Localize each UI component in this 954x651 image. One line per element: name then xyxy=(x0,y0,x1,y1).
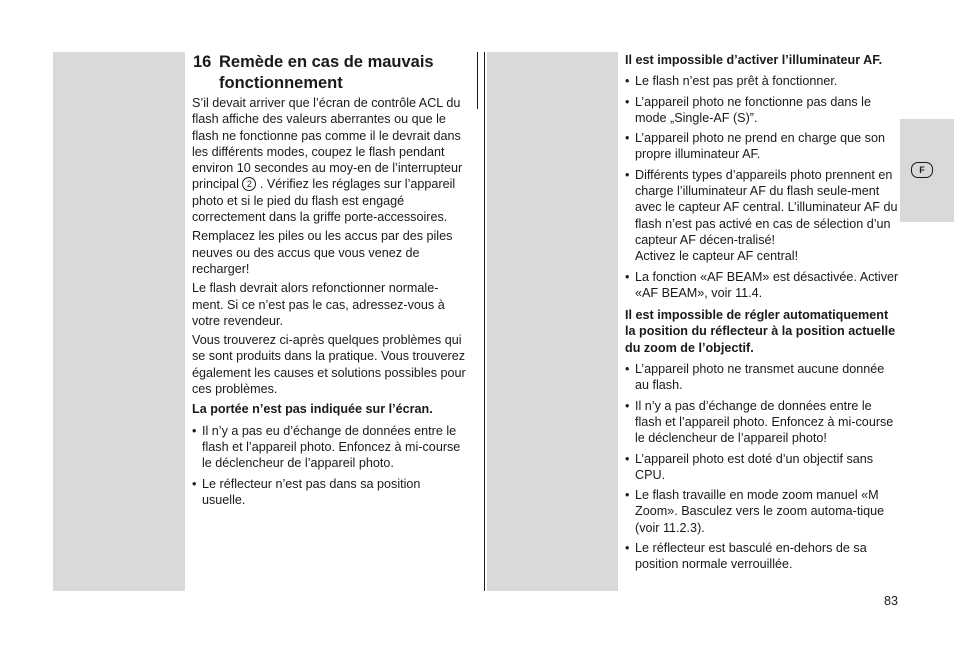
list-item: • L’appareil photo est doté d’un objectif sans CPU. xyxy=(625,451,899,484)
right-column xyxy=(625,52,899,579)
left-margin-block xyxy=(53,52,185,591)
subheading-reflector-zoom: Il est impossible de régler automatiquement la position du réflecteur à la position actuelle du zoom de l’objectif. xyxy=(625,308,896,355)
intro-text-part1: S’il devait arriver que l’écran de contrôle ACL du flash affiche des valeurs aberrantes ou que le flash ne fonctionne pas comme il le devrait dans les différents modes, coupez le flash pendant environ 10 secondes au moy-en de l’interrupteur principal xyxy=(192,96,463,192)
list-item: • Le flash travaille en mode zoom manuel «M Zoom». Basculez vers le zoom automa-tique (voir 11.2.3). xyxy=(625,487,899,536)
list-item: • Le réflecteur n’est pas dans sa position usuelle. xyxy=(192,476,466,509)
dealer-paragraph: Le flash devrait alors refonctionner normale-ment. Si ce n’est pas le cas, adressez-vous à votre revendeur. xyxy=(192,281,445,328)
list-item: • L’appareil photo ne fonctionne pas dans le mode „Single-AF (S)”. xyxy=(625,94,899,127)
column-divider-right xyxy=(484,52,485,591)
problems-intro-paragraph: Vous trouverez ci-après quelques problèmes qui se sont produits dans la pratique. Vous trouverez également les causes et solutions possibles pour ces problèmes. xyxy=(192,333,466,397)
list-item-extra: Activez le capteur AF central! xyxy=(635,249,799,264)
intro-text-part2: . Vérifiez les réglages sur l’appareil photo et si le pied du flash est engagé correctement dans la griffe porte-accessoires. xyxy=(192,177,456,225)
list-item xyxy=(625,167,899,265)
column-divider-left xyxy=(477,52,478,109)
section-title-line1: Remède en cas de mauvais xyxy=(219,53,434,71)
list-item: • Le flash n’est pas prêt à fonctionner. xyxy=(625,73,899,89)
section-heading xyxy=(193,52,473,94)
center-margin-block xyxy=(487,52,618,591)
section-title-line2: fonctionnement xyxy=(219,74,343,92)
list-item: • Il n’y a pas eu d’échange de données entre le flash et l’appareil photo. Enfoncez à mi-course le déclencheur de l’appareil photo. xyxy=(192,423,466,472)
af-bullet-list xyxy=(625,73,899,301)
subheading-af-illuminator: Il est impossible d’activer l’illuminateur AF. xyxy=(625,53,883,67)
subheading-range-not-shown: La portée n’est pas indiquée sur l’écran. xyxy=(192,402,433,417)
list-item: • La fonction «AF BEAM» est désactivée. Activer «AF BEAM», voir 11.4. xyxy=(625,269,899,302)
left-column xyxy=(192,95,466,514)
list-item: • L’appareil photo ne transmet aucune donnée au flash. xyxy=(625,361,899,394)
language-badge: F xyxy=(911,162,933,178)
range-bullet-list xyxy=(192,423,466,508)
batteries-paragraph: Remplacez les piles ou les accus par des piles neuves ou des accus que vous venez de recharger! xyxy=(192,229,453,276)
list-item: • Le réflecteur est basculé en-dehors de sa position normale verrouillée. xyxy=(625,540,899,573)
zoom-bullet-list xyxy=(625,361,899,573)
main-switch-marker: 2 xyxy=(242,177,256,191)
list-item-text: Différents types d’appareils photo prennent en charge l’illuminateur AF du flash seule-ment avec le capteur AF central. L’illuminateur AF du flash n’est pas activé en cas de sélection d’un capteur AF décen-tralisé! xyxy=(635,167,898,247)
intro-paragraph xyxy=(192,95,466,225)
page-number: 83 xyxy=(884,594,899,608)
list-item: • Il n’y a pas d’échange de données entre le flash et l’appareil photo. Enfoncez à mi-course le déclencheur de l’appareil photo! xyxy=(625,398,899,447)
list-item: • L’appareil photo ne prend en charge que son propre illuminateur AF. xyxy=(625,130,899,163)
section-number: 16 xyxy=(193,53,212,71)
